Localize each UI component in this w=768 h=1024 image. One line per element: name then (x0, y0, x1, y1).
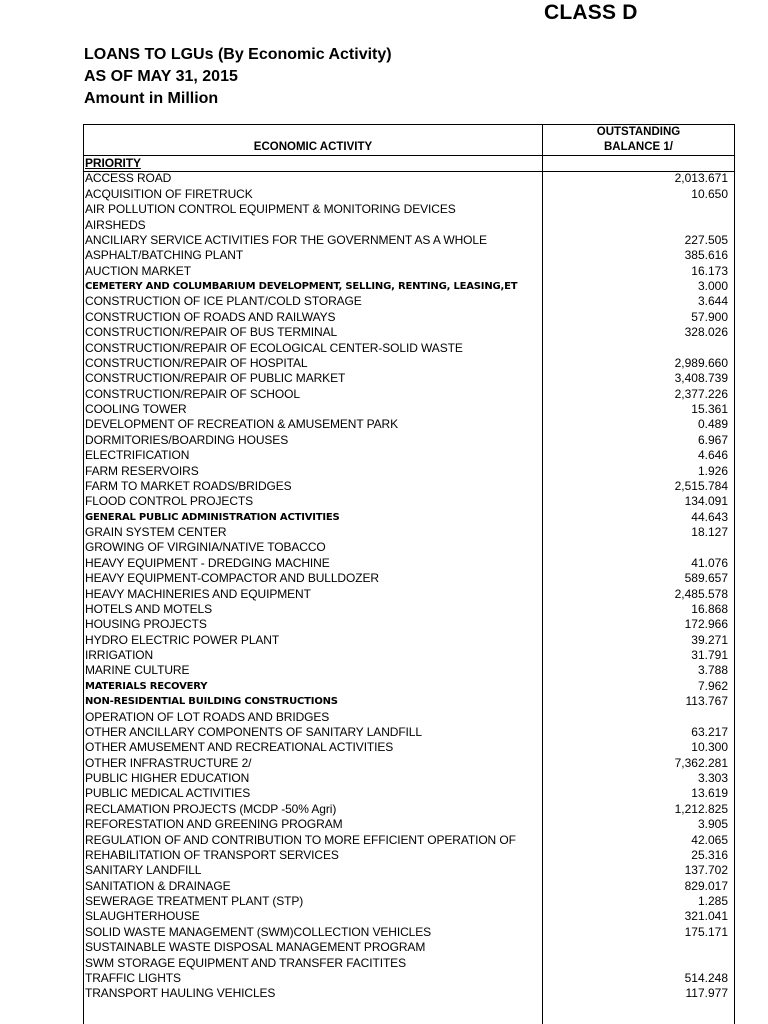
table-row (84, 956, 734, 971)
activity-name: ASPHALT/BATCHING PLANT (85, 248, 244, 263)
header-economic-activity: ECONOMIC ACTIVITY (253, 141, 373, 153)
outstanding-balance: 514.248 (684, 970, 728, 985)
table-row (84, 371, 734, 386)
table-row (84, 894, 734, 909)
table-row (84, 294, 734, 309)
activity-name: ACQUISITION OF FIRETRUCK (85, 186, 253, 201)
outstanding-balance: 1.926 (697, 463, 728, 478)
outstanding-balance: 172.966 (684, 617, 728, 632)
outstanding-balance: 6.967 (697, 432, 728, 447)
table-row (84, 402, 734, 417)
header-outstanding-balance (543, 125, 734, 155)
table-row (84, 494, 734, 509)
table-row (84, 525, 734, 540)
activity-name: OTHER ANCILLARY COMPONENTS OF SANITARY LANDFILL (85, 724, 422, 739)
activity-name: SANITARY LANDFILL (85, 863, 202, 878)
table-row (84, 264, 734, 279)
activity-name: CEMETERY AND COLUMBARIUM DEVELOPMENT, SELLING, RENTING, LEASING,ET (85, 281, 518, 292)
outstanding-balance: 3.905 (697, 817, 728, 832)
outstanding-balance: 2,485.578 (674, 586, 728, 601)
table-row (84, 540, 734, 555)
activity-name: REGULATION OF AND CONTRIBUTION TO MORE EFFICIENT OPERATION OF (85, 832, 516, 847)
activity-name: CONSTRUCTION/REPAIR OF SCHOOL (85, 386, 300, 401)
activity-name: SLAUGHTERHOUSE (85, 909, 200, 924)
outstanding-balance: 134.091 (684, 494, 728, 509)
table-row (84, 648, 734, 663)
activity-name: DEVELOPMENT OF RECREATION & AMUSEMENT PARK (85, 417, 398, 432)
outstanding-balance: 39.271 (691, 632, 728, 647)
activity-name: PUBLIC MEDICAL ACTIVITIES (85, 786, 251, 801)
outstanding-balance: 589.657 (684, 571, 728, 586)
table-row (84, 879, 734, 894)
table-row (84, 925, 734, 940)
activity-name: MATERIALS RECOVERY (85, 680, 208, 692)
activity-name: FARM RESERVOIRS (85, 463, 199, 478)
table-row (84, 479, 734, 494)
table-row (84, 571, 734, 586)
activity-name: FARM TO MARKET ROADS/BRIDGES (85, 478, 292, 493)
activity-name: HYDRO ELECTRIC POWER PLANT (85, 632, 280, 647)
activity-name: AIR POLLUTION CONTROL EQUIPMENT & MONITORING DEVICES (85, 202, 456, 217)
activity-name: HOUSING PROJECTS (85, 617, 207, 632)
outstanding-balance: 31.791 (691, 648, 728, 662)
activity-name: AIRSHEDS (85, 217, 146, 232)
outstanding-balance: 63.217 (691, 724, 728, 739)
outstanding-balance: 3.303 (697, 771, 728, 785)
outstanding-balance: 175.171 (684, 924, 728, 939)
activity-name: CONSTRUCTION/REPAIR OF ECOLOGICAL CENTER-SOLID WASTE (85, 340, 463, 355)
table-row (84, 740, 734, 755)
table-row (84, 971, 734, 986)
table-row (84, 510, 734, 525)
activity-name: REHABILITATION OF TRANSPORT SERVICES (85, 847, 339, 862)
activity-name: CONSTRUCTION OF ROADS AND RAILWAYS (85, 309, 336, 324)
outstanding-balance: 328.026 (684, 325, 728, 340)
table-row (84, 725, 734, 740)
table-row (84, 233, 734, 248)
table-row (84, 433, 734, 448)
table-row (84, 909, 734, 924)
outstanding-balance: 1,212.825 (674, 801, 728, 816)
table-row (84, 833, 734, 848)
outstanding-balance: 16.868 (691, 601, 728, 616)
table-row (84, 710, 734, 725)
activity-name: CONSTRUCTION OF ICE PLANT/COLD STORAGE (85, 294, 362, 309)
outstanding-balance: 7,362.281 (674, 755, 728, 770)
activity-name: ANCILIARY SERVICE ACTIVITIES FOR THE GOVERNMENT AS A WHOLE (85, 232, 487, 247)
activity-name: TRANSPORT HAULING VEHICLES (85, 986, 276, 1001)
table-row (84, 633, 734, 648)
outstanding-balance: 321.041 (684, 909, 728, 924)
activity-name: GROWING OF VIRGINIA/NATIVE TOBACCO (85, 540, 326, 555)
table-row (84, 310, 734, 325)
table-row (84, 817, 734, 832)
report-title-block (84, 44, 392, 110)
outstanding-balance: 2,989.660 (674, 355, 728, 370)
activity-name: HOTELS AND MOTELS (85, 601, 212, 616)
table-row (84, 448, 734, 463)
outstanding-balance: 3.000 (697, 279, 728, 293)
table-row (84, 171, 734, 186)
table-row (84, 617, 734, 632)
table-row (84, 848, 734, 863)
section-label: PRIORITY (85, 156, 141, 170)
outstanding-balance: 117.977 (685, 986, 728, 1001)
outstanding-balance: 41.076 (691, 555, 728, 570)
outstanding-balance: 2,013.671 (674, 171, 728, 186)
activity-name: SUSTAINABLE WASTE DISPOSAL MANAGEMENT PROGRAM (85, 940, 426, 955)
table-row (84, 940, 734, 955)
section-row-priority (84, 156, 734, 171)
outstanding-balance: 3.644 (697, 294, 728, 309)
activity-name: SANITATION & DRAINAGE (85, 878, 231, 893)
activity-name: OTHER INFRASTRUCTURE 2/ (85, 755, 252, 770)
table-row (84, 556, 734, 571)
table-row (84, 387, 734, 402)
outstanding-balance: 227.505 (684, 232, 728, 247)
report-date: AS OF MAY 31, 2015 (84, 68, 238, 85)
table-row (84, 464, 734, 479)
table-row (84, 863, 734, 878)
activity-name: OTHER AMUSEMENT AND RECREATIONAL ACTIVITIES (85, 740, 394, 755)
activity-name: FLOOD CONTROL PROJECTS (85, 494, 254, 509)
activity-name: HEAVY EQUIPMENT - DREDGING MACHINE (85, 555, 330, 570)
outstanding-balance: 3.788 (697, 663, 728, 678)
outstanding-balance: 1.285 (697, 894, 728, 908)
header-balance-line1: OUTSTANDING (596, 126, 681, 138)
activity-name: CONSTRUCTION/REPAIR OF PUBLIC MARKET (85, 371, 346, 386)
outstanding-balance: 10.300 (691, 740, 728, 755)
activity-name: OPERATION OF LOT ROADS AND BRIDGES (85, 709, 330, 724)
outstanding-balance: 0.489 (697, 417, 728, 432)
table-row (84, 218, 734, 233)
outstanding-balance: 10.650 (691, 186, 728, 201)
activity-name: HEAVY MACHINERIES AND EQUIPMENT (85, 586, 311, 601)
table-row (84, 802, 734, 817)
table-row (84, 771, 734, 786)
activity-name: DORMITORIES/BOARDING HOUSES (85, 432, 289, 447)
table-row (84, 663, 734, 678)
table-row (84, 417, 734, 432)
table-row (84, 202, 734, 217)
activity-name: MARINE CULTURE (85, 663, 190, 678)
activity-name: HEAVY EQUIPMENT-COMPACTOR AND BULLDOZER (85, 571, 379, 586)
class-label: CLASS D (544, 1, 638, 24)
table-row (84, 356, 734, 371)
table-row (84, 325, 734, 340)
activity-name: ACCESS ROAD (85, 171, 172, 186)
report-title: LOANS TO LGUs (By Economic Activity) (84, 46, 392, 63)
activity-name: CONSTRUCTION/REPAIR OF BUS TERMINAL (85, 325, 338, 340)
table-row (84, 187, 734, 202)
activity-name: REFORESTATION AND GREENING PROGRAM (85, 817, 343, 832)
outstanding-balance: 137.702 (684, 863, 728, 878)
header-balance-line2: BALANCE 1/ (603, 141, 673, 153)
table-row (84, 587, 734, 602)
activity-name: GENERAL PUBLIC ADMINISTRATION ACTIVITIES (85, 511, 340, 523)
table-row (84, 341, 734, 356)
outstanding-balance: 2,515.784 (674, 478, 728, 493)
activity-name: SOLID WASTE MANAGEMENT (SWM)COLLECTION VEHICLES (85, 924, 432, 939)
table-row (84, 248, 734, 263)
report-unit: Amount in Million (84, 90, 219, 107)
table-row (84, 279, 734, 294)
loans-table (83, 124, 735, 1024)
outstanding-balance: 7.962 (697, 678, 728, 693)
outstanding-balance: 13.619 (691, 786, 728, 801)
activity-name: NON-RESIDENTIAL BUILDING CONSTRUCTIONS (85, 696, 338, 708)
activity-name: TRAFFIC LIGHTS (85, 970, 181, 985)
table-header (84, 125, 734, 156)
outstanding-balance: 25.316 (691, 847, 728, 862)
outstanding-balance: 44.643 (691, 509, 728, 524)
table-row (84, 756, 734, 771)
outstanding-balance: 15.361 (691, 402, 728, 416)
activity-name: COOLING TOWER (85, 402, 187, 416)
activity-name: GRAIN SYSTEM CENTER (85, 525, 227, 539)
table-row (84, 694, 734, 709)
activity-name: CONSTRUCTION/REPAIR OF HOSPITAL (85, 355, 308, 370)
table-row (84, 602, 734, 617)
outstanding-balance: 829.017 (684, 878, 728, 893)
activity-name: PUBLIC HIGHER EDUCATION (85, 771, 250, 785)
outstanding-balance: 113.767 (685, 694, 728, 709)
outstanding-balance: 3,408.739 (674, 371, 728, 386)
activity-name: RECLAMATION PROJECTS (MCDP -50% Agri) (85, 801, 337, 816)
activity-name: ELECTRIFICATION (85, 448, 190, 463)
outstanding-balance: 385.616 (684, 248, 728, 263)
activity-name: IRRIGATION (85, 648, 154, 662)
outstanding-balance: 4.646 (697, 448, 728, 463)
outstanding-balance: 16.173 (691, 263, 728, 278)
table-row (84, 986, 734, 1001)
activity-name: SWM STORAGE EQUIPMENT AND TRANSFER FACITITES (85, 955, 406, 970)
activity-name: AUCTION MARKET (85, 263, 191, 278)
outstanding-balance: 42.065 (691, 832, 728, 847)
activity-name: SEWERAGE TREATMENT PLANT (STP) (85, 894, 304, 908)
table-row (84, 679, 734, 694)
table-body (84, 156, 734, 1002)
outstanding-balance: 18.127 (691, 525, 728, 539)
table-row (84, 786, 734, 801)
outstanding-balance: 2,377.226 (674, 386, 728, 401)
outstanding-balance: 57.900 (691, 309, 728, 324)
